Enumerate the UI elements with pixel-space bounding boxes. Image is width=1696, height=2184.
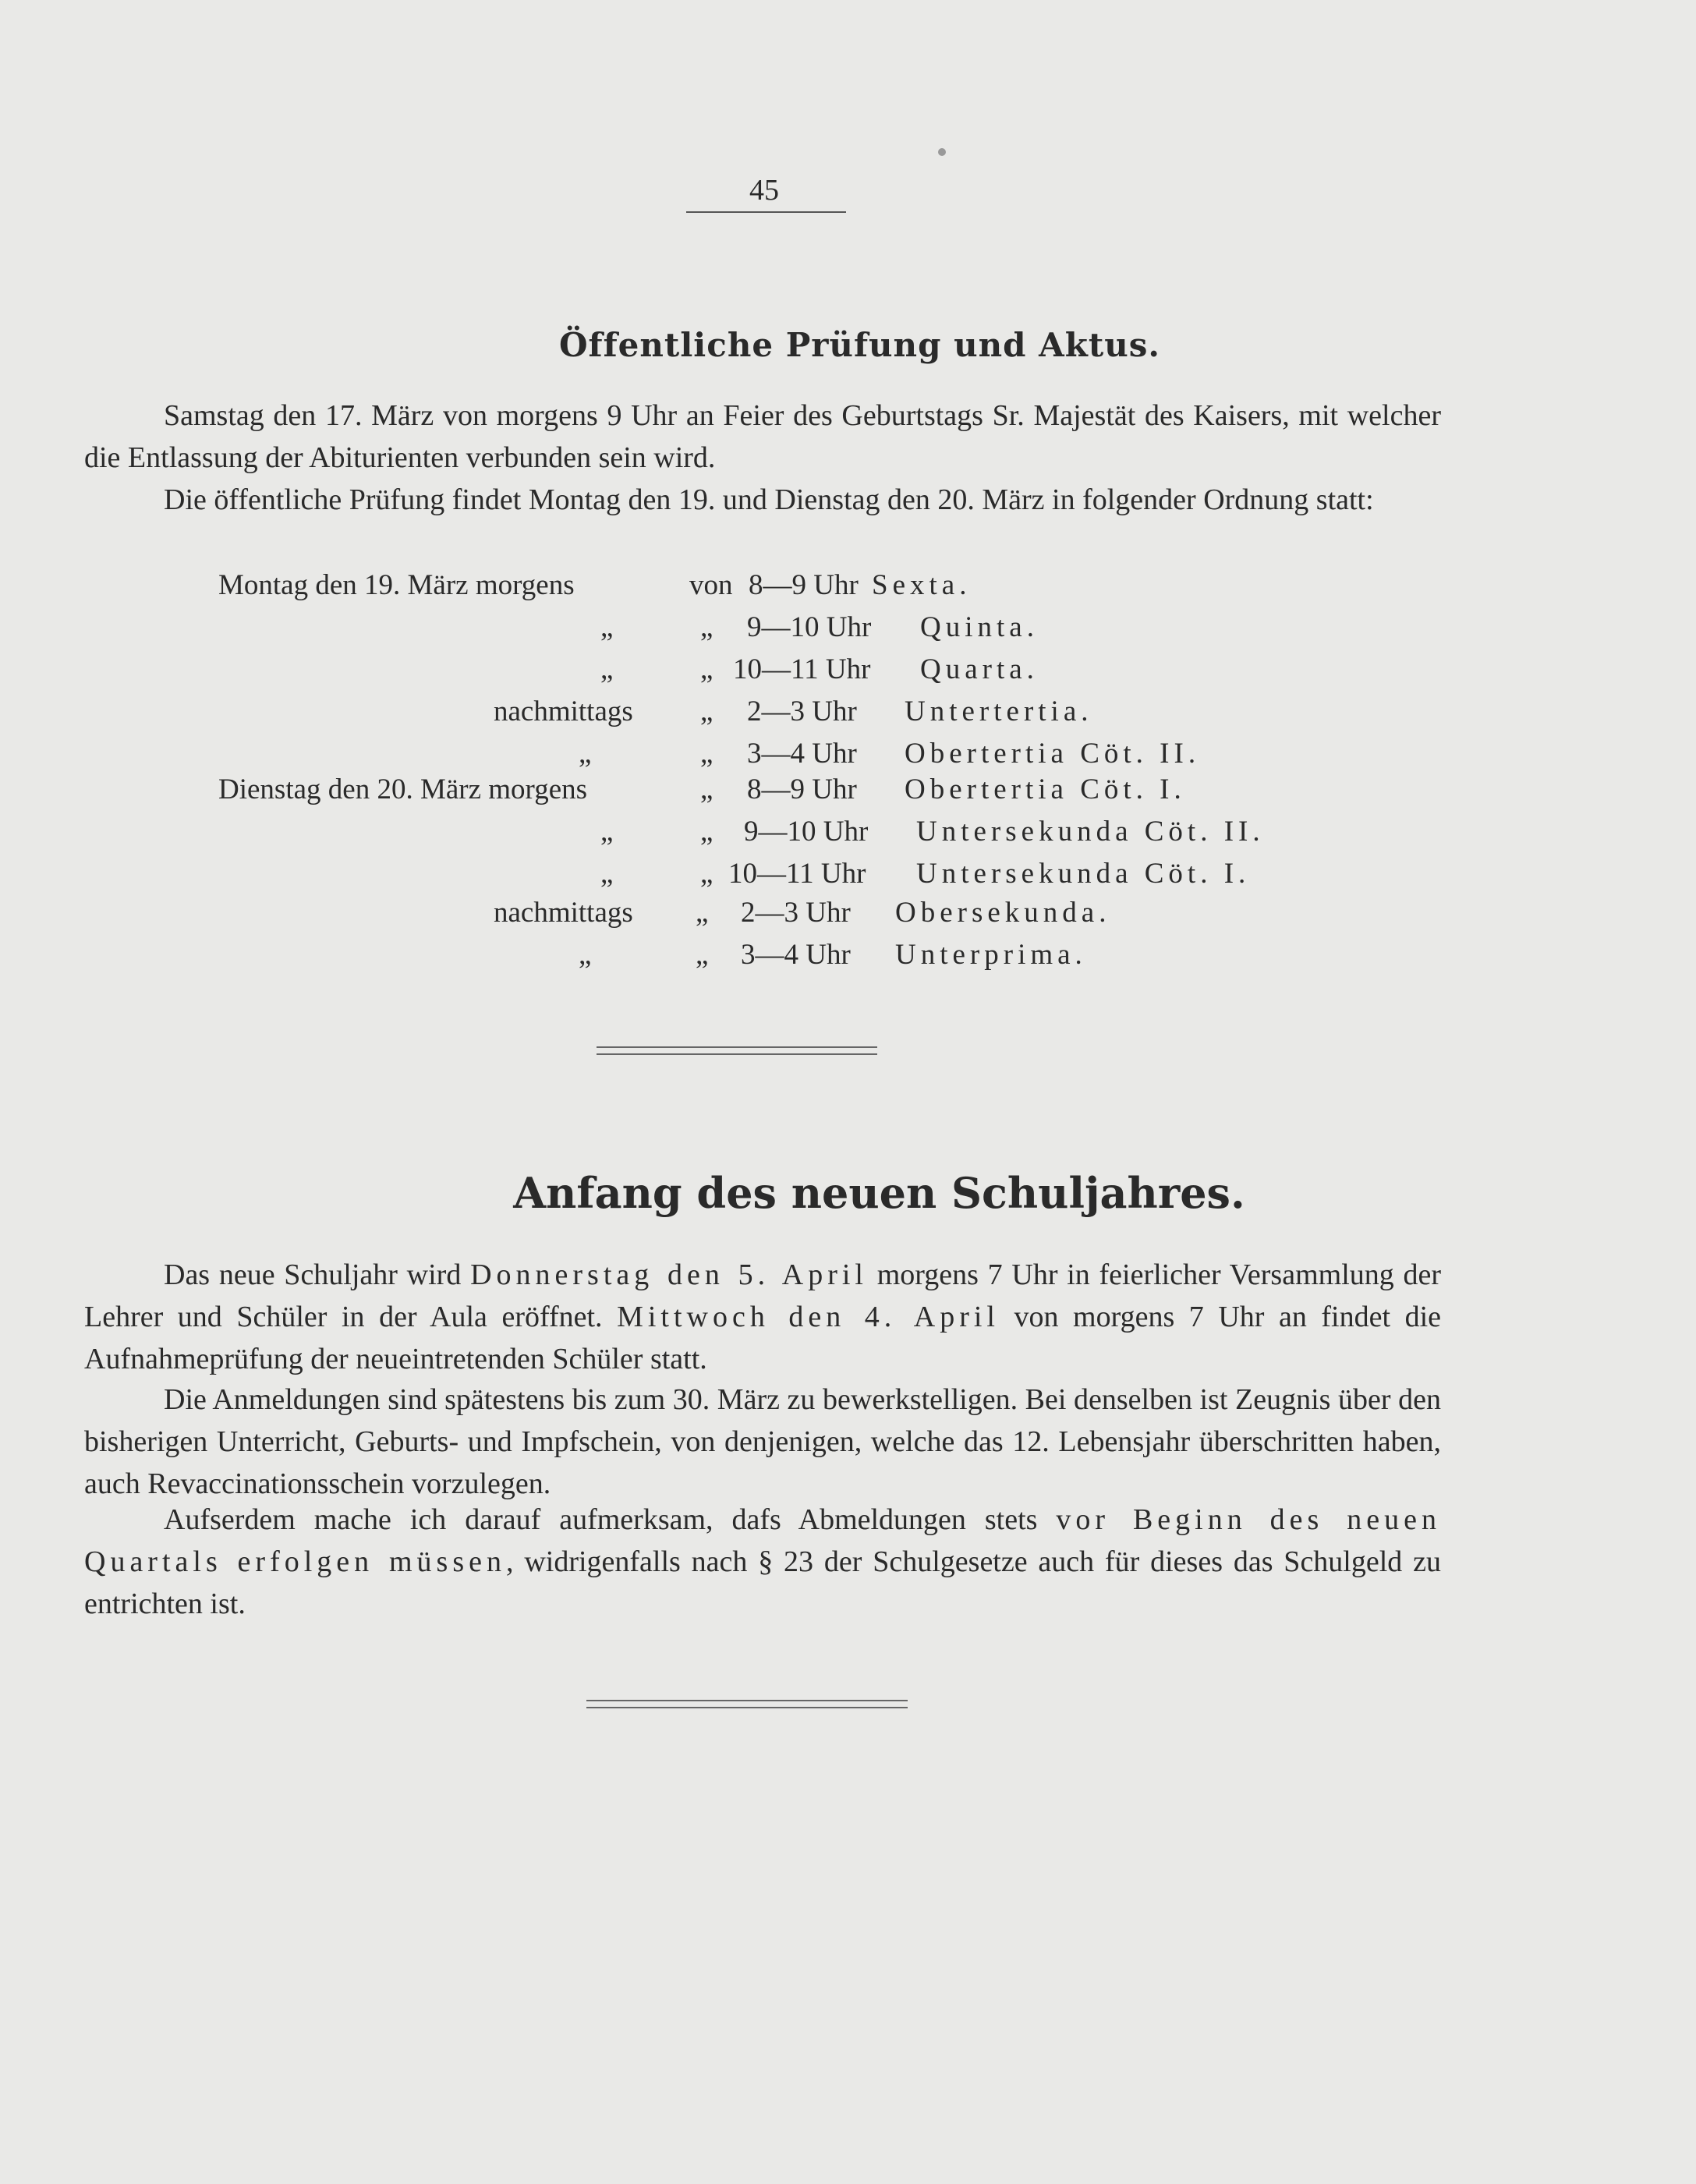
schedule-day: Montag den 19. März morgens [218,569,575,601]
schedule-ditto: „ [700,696,713,727]
schedule-ditto: „ [700,653,713,685]
paragraph-anmeldungen: Die Anmeldungen sind spätestens bis zum 30. März zu bewerkstelligen. Bei denselben ist Zeugnis über den bisherigen Unterricht, Geburts- und Impfschein, von denjenigen, welche das 12. Lebensjahr überschritten haben, auch Revaccinationsschein vorzulegen. [84,1383,1441,1500]
page-number: 45 [749,174,779,207]
section-title-pruefung: Öffentliche Prüfung und Aktus. [558,326,1161,364]
text-run: Aufserdem mache ich darauf aufmerksam, dafs Abmeldungen stets [164,1503,1057,1536]
section-title-schuljahr: Anfang des neuen Schuljahres. [513,1168,1245,1218]
emphasis-date: Mittwoch den 4. April [617,1301,1000,1333]
schedule-class: Unterprima. [895,939,1087,971]
schedule-time: 3—4 Uhr [747,738,857,770]
paragraph-schuljahr-beginn [84,1254,1441,1380]
paragraph-pruefung-ordnung: Die öffentliche Prüfung findet Montag den 19. und Dienstag den 20. März in folgender Ordnung statt: [164,483,1374,516]
schedule-ditto: „ [700,738,713,770]
schedule-ditto: „ [700,816,713,848]
schedule-ditto: „ [600,858,614,890]
schedule-class: Obertertia Cöt. I. [905,773,1186,805]
page-number-rule [686,211,846,213]
schedule-class: Untertertia. [905,696,1093,727]
schedule-ditto: „ [700,773,713,805]
schedule-time: 2—3 Uhr [741,897,851,929]
schedule-time: 8—9 Uhr [749,569,859,601]
closing-divider [586,1700,908,1708]
schedule-time: 2—3 Uhr [747,696,857,727]
paragraph-abmeldungen [84,1499,1441,1625]
emphasis-date: Donnerstag den 5. April [470,1258,868,1291]
schedule-time: 8—9 Uhr [747,773,857,805]
schedule-ditto: „ [600,611,614,643]
schedule-ditto: von [689,569,733,601]
schedule-day: nachmittags [494,897,633,929]
schedule-class: Obertertia Cöt. II. [905,738,1201,770]
speck-mark [938,148,946,156]
schedule-ditto: „ [700,611,713,643]
schedule-row [218,565,575,607]
schedule-class: Obersekunda. [895,897,1111,929]
schedule-class: Sexta. [872,569,972,601]
schedule-time: 10—11 Uhr [733,653,871,685]
schedule-time: 3—4 Uhr [741,939,851,971]
schedule-class: Quarta. [920,653,1039,685]
text-run: , widrigenfalls nach § 23 der Schulgesetze auch für dieses das Schulgeld zu entrichten ist. [84,1545,1441,1620]
schedule-ditto: „ [700,858,713,890]
schedule-ditto: „ [696,897,709,929]
schedule-time: 10—11 Uhr [728,858,866,890]
schedule-ditto: „ [600,653,614,685]
schedule-ditto: „ [579,939,592,971]
paragraph-samstag: Samstag den 17. März von morgens 9 Uhr an Feier des Geburtstags Sr. Majestät des Kaisers, mit welcher die Entlassung der Abiturienten verbunden sein wird. [84,399,1441,474]
schedule-class: Quinta. [920,611,1039,643]
schedule-ditto: „ [600,816,614,848]
section-divider [597,1046,877,1055]
schedule-day: nachmittags [494,696,633,727]
emphasis-text: vor Beginn des neuen Quartals erfolgen müssen [84,1503,1441,1578]
schedule-ditto: „ [696,939,709,971]
schedule-day: Dienstag den 20. März morgens [218,773,588,805]
text-run: von morgens 7 Uhr an findet die Aufnahmeprüfung der neueintretenden Schüler statt. [84,1301,1441,1375]
schedule-time: 9—10 Uhr [747,611,872,643]
schedule-class: Untersekunda Cöt. I. [916,858,1251,890]
schedule-ditto: „ [579,738,592,770]
schedule-class: Untersekunda Cöt. II. [916,816,1265,848]
text-run: morgens 7 Uhr in feierlicher Versammlung der Lehrer und Schüler in der Aula eröffnet. [84,1258,1442,1333]
text-run: Das neue Schuljahr wird [164,1258,471,1291]
schedule-time: 9—10 Uhr [744,816,869,848]
